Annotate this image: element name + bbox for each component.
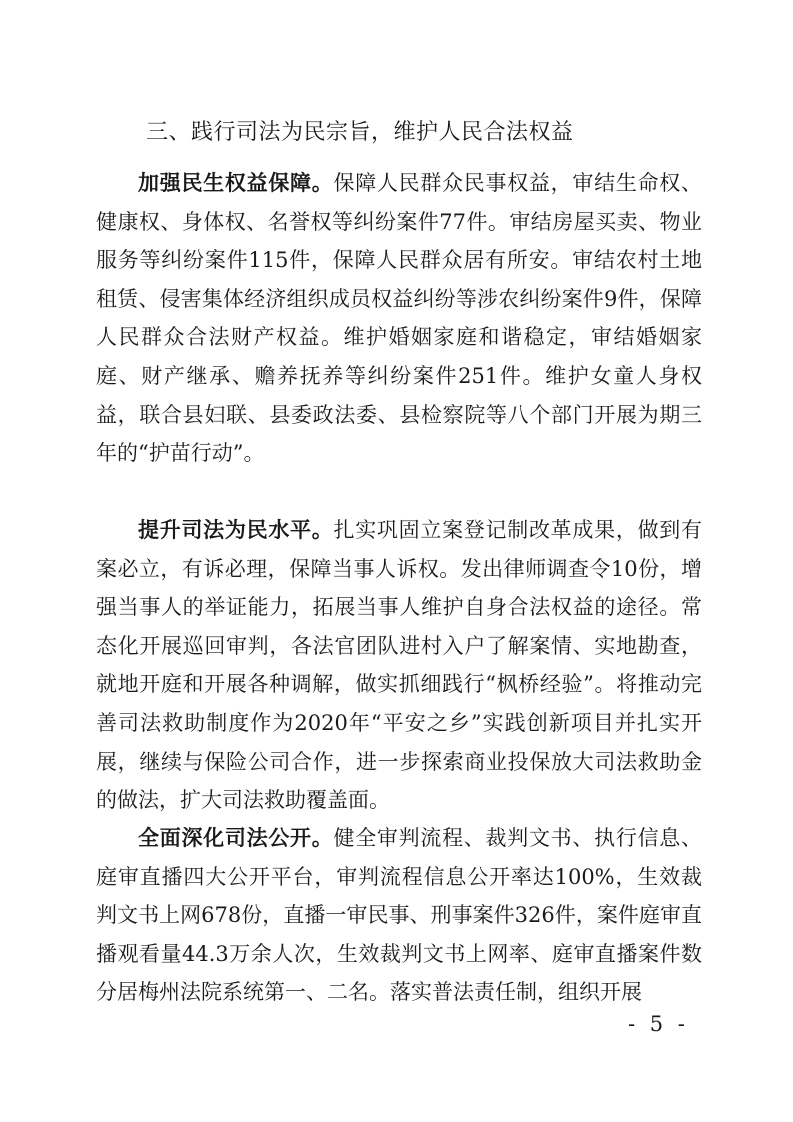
paragraph-text: 扎实巩固立案登记制改革成果，做到有案必立，有诉必理，保障当事人诉权。发出律师调查令10份，增强当事人的举证能力，拓展当事人维护自身合法权益的途径。常态化开展巡回审判，各法官团队进村入户了解案情、实地勘查，就地开庭和开展各种调解，做实抓细践行“枫桥经验”。将推动完善司法救助制度作为2020年“平安之乡”实践创新项目并扎实开展，继续与保险公司合作，进一步探索商业投保放大司法救助金的做法，扩大司法救助覆盖面。 xyxy=(96,518,703,813)
paragraph-lead: 加强民生权益保障。 xyxy=(138,170,334,195)
section-heading: 三、践行司法为民宗旨，维护人民合法权益 xyxy=(146,120,574,145)
paragraph-livelihood-rights xyxy=(96,164,702,473)
paragraph-lead: 提升司法为民水平。 xyxy=(138,517,334,542)
paragraph-lead: 全面深化司法公开。 xyxy=(138,825,334,850)
paragraph-text: 健全审判流程、裁判文书、执行信息、庭审直播四大公开平台，审判流程信息公开率达100%，生效裁判文书上网678份，直播一审民事、刑事案件326件，案件庭审直播观看量44.3万余人次，生效裁判文书上网率、庭审直播案件数分居梅州法院系统第一、二名。落实普法责任制，组织开展 xyxy=(96,826,703,1005)
page-number: - 5 - xyxy=(628,1012,689,1036)
paragraph-judicial-service xyxy=(96,511,702,820)
paragraph-judicial-openness xyxy=(96,819,702,1012)
paragraph-text: 保障人民群众民事权益，审结生命权、健康权、身体权、名誉权等纠纷案件77件。审结房屋买卖、物业服务等纠纷案件115件，保障人民群众居有所安。审结农村土地租赁、侵害集体经济组织成员权益纠纷等涉农纠纷案件9件，保障人民群众合法财产权益。维护婚姻家庭和谐稳定，审结婚姻家庭、财产继承、赡养抚养等纠纷案件251件。维护女童人身权益，联合县妇联、县委政法委、县检察院等八个部门开展为期三年的“护苗行动”。 xyxy=(96,171,703,466)
